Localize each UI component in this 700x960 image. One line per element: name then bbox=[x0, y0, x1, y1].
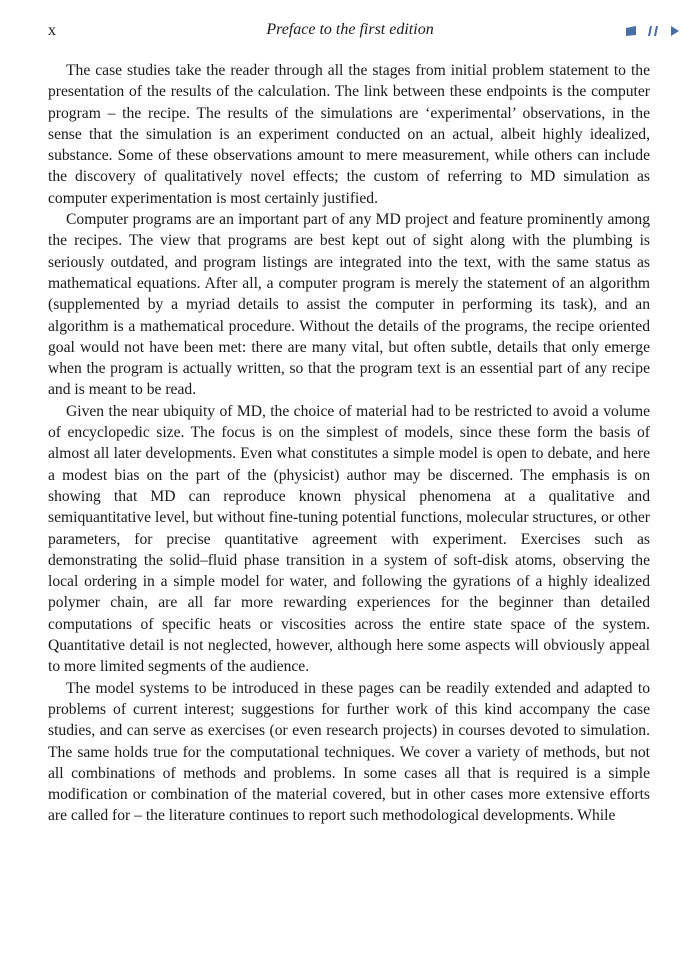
page-header bbox=[0, 0, 700, 60]
paragraph: Computer programs are an important part of any MD project and feature prominently among the recipes. The view that programs are best kept out of sight along with the plumbing is seriously outdated, and program listings are integrated into the text, with the same status as mathematical equations. After all, a computer program is merely the statement of an algorithm (supplemented by a myriad details to assist the computer in performing its task), and an algorithm is a mathematical procedure. Without the details of the programs, the recipe oriented goal would not have been met: there are many vital, but often subtle, details that only emerge when the program is actually written, so that the program text is an essential part of any recipe and is meant to be read. bbox=[48, 211, 650, 399]
running-title: Preface to the first edition bbox=[266, 21, 434, 38]
page-body bbox=[48, 60, 650, 827]
play-icon[interactable] bbox=[668, 24, 682, 38]
reader-nav-controls bbox=[624, 24, 682, 38]
paragraph: Given the near ubiquity of MD, the choice of material had to be restricted to avoid a volume of encyclopedic size. The focus is on the simplest of models, since these form the basis of almost all later developments. Even what constitutes a simple model is open to debate, and here a modest bias on the part of the (physicist) author may be discerned. The emphasis is on showing that MD can reproduce known physical phenomena at a qualitative and semiquantitative level, but without fine-tuning potential functions, molecular structures, or other parameters, for precise quantitative agreement with experiment. Exercises such as demonstrating the solid–fluid phase transition in a system of soft-disk atoms, observing the local ordering in a simple model for water, and following the gyrations of a highly idealized polymer chain, are all far more rewarding experiences for the beginner than detailed computations of specific heats or viscosities across the entire state space of the system. Quantitative detail is not neglected, however, although here some aspects will obviously appeal to more limited segments of the audience. bbox=[48, 402, 650, 676]
paragraph: The case studies take the reader through all the stages from initial problem statement to the presentation of the results of the calculation. The link between these endpoints is the computer program – the recipe. The results of the simulations are ‘experimental’ observations, in the sense that the simulation is an experiment conducted on an actual, albeit highly idealized, substance. Some of these observations amount to mere measurement, while others can include the discovery of qualitatively novel effects; the custom of referring to MD simulation as computer experimentation is most certainly justified. bbox=[48, 62, 650, 207]
paragraph: The model systems to be introduced in these pages can be readily extended and adapted to problems of current interest; suggestions for further work of this kind accompany the case studies, and can serve as exercises (or even research projects) in courses devoted to simulation. The same holds true for the computational techniques. We cover a variety of methods, but not all combinations of methods and problems. In some cases all that is required is a simple modification or combination of the material covered, but in other cases more extensive efforts are called for – the literature continues to report such methodological developments. While bbox=[48, 679, 650, 825]
page-icon[interactable] bbox=[624, 24, 638, 38]
page-number: x bbox=[48, 22, 56, 39]
pause-icon[interactable] bbox=[646, 24, 660, 38]
